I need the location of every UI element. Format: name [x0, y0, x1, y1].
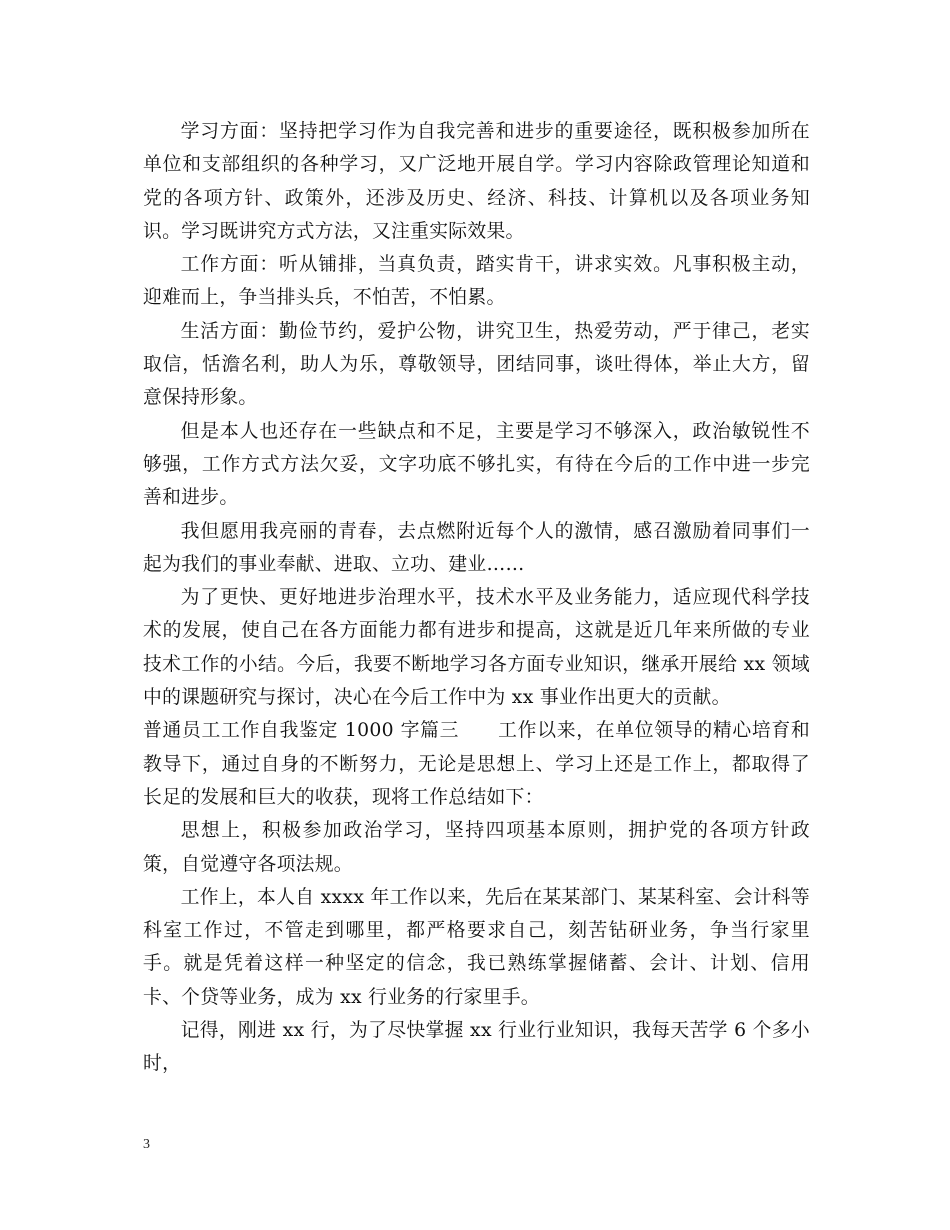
paragraph-summary: 为了更快、更好地进步治理水平，技术水平及业务能力，适应现代科学技术的发展，使自己在各方面能力都有进步和提高，这就是近几年来所做的专业技术工作的小结。今后，我要不断地学习各方面专业知识，继承开展给 xx 领域中的课题研究与探讨，决心在今后工作中为 xx 事业作出更大的贡献。: [143, 587, 810, 709]
paragraph-thought: 思想上，积极参加政治学习，坚持四项基本原则，拥护党的各项方针政策，自觉遵守各项法规。: [143, 820, 810, 875]
paragraph-section-three: 普通员工工作自我鉴定 1000 字篇三 工作以来，在单位领导的精心培育和教导下，通过自身的不断努力，无论是思想上、学习上还是工作上，都取得了长足的发展和巨大的收获，现将工作总结如下：: [143, 720, 810, 808]
paragraph-life: 生活方面：勤俭节约，爱护公物，讲究卫生，热爱劳动，严于律己，老实取信，恬澹名利，助人为乐，尊敬领导，团结同事，谈吐得体，举止大方，留意保持形象。: [143, 320, 810, 409]
paragraph-work-experience: 工作上，本人自 xxxx 年工作以来，先后在某某部门、某某科室、会计科等科室工作过，不管走到哪里，都严格要求自己，刻苦钻研业务，争当行家里手。就是凭着这样一种坚定的信念，我已熟练掌握储蓄、会计、计划、信用卡、个贷等业务，成为 xx 行业务的行家里手。: [143, 886, 810, 1008]
page-number: 3: [143, 1137, 150, 1152]
paragraph-remember: 记得，刚进 xx 行，为了尽快掌握 xx 行业行业知识，我每天苦学 6 个多小时，: [143, 1020, 810, 1075]
paragraph-work: 工作方面：听从铺排，当真负责，踏实肯干，讲求实效。凡事积极主动，迎难而上，争当排头兵，不怕苦，不怕累。: [143, 254, 810, 309]
paragraph-shortcomings: 但是本人也还存在一些缺点和不足，主要是学习不够深入，政治敏锐性不够强，工作方式方法欠妥，文字功底不够扎实，有待在今后的工作中进一步完善和进步。: [143, 420, 810, 509]
paragraph-study: 学习方面：坚持把学习作为自我完善和进步的重要途径，既积极参加所在单位和支部组织的各种学习，又广泛地开展自学。学习内容除政管理论知道和党的各项方针、政策外，还涉及历史、经济、科技、计算机以及各项业务知识。学习既讲究方式方法，又注重实际效果。: [143, 121, 810, 242]
paragraph-aspiration: 我但愿用我亮丽的青春，去点燃附近每个人的激情，感召激励着同事们一起为我们的事业奉献、进取、立功、建业……: [143, 520, 810, 575]
document-body: [143, 115, 810, 1081]
